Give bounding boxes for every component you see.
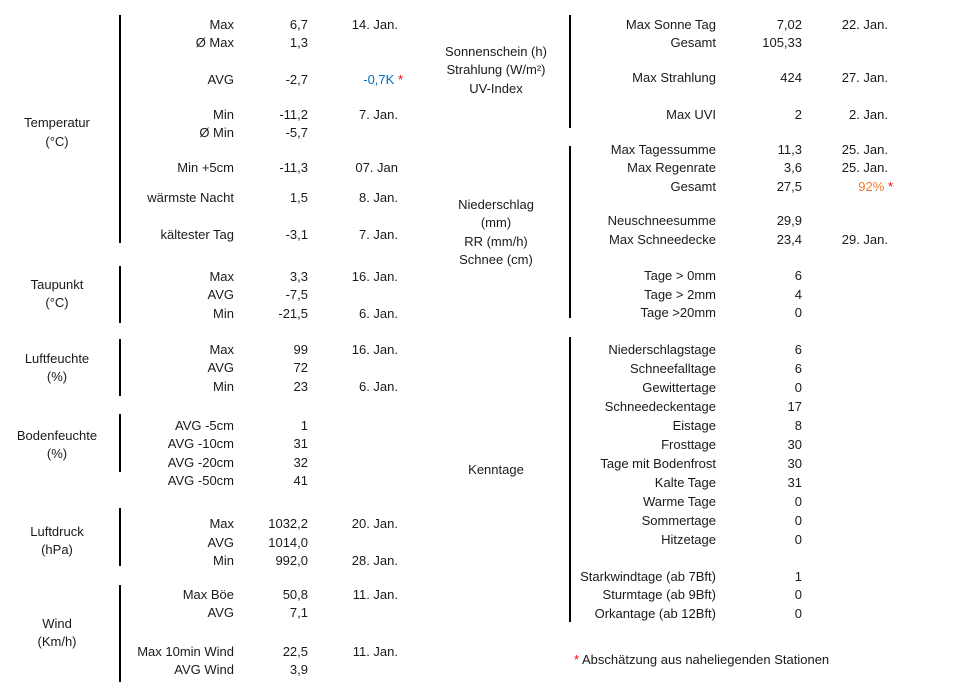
row-date: 2. Jan. [848, 106, 888, 122]
anomaly-asterisk: * [397, 71, 403, 87]
row-value: 4 [794, 286, 802, 302]
row-value: 0 [794, 532, 802, 548]
section-label-line: Kenntage [468, 461, 524, 477]
row-value: 99 [293, 341, 308, 357]
row-label: AVG [207, 71, 234, 87]
section-label-line: Wind [42, 615, 72, 631]
row-label: Max Sonne Tag [625, 16, 716, 32]
data-row [0, 159, 961, 178]
data-row [0, 141, 961, 160]
row-label: Orkantage (ab 12Bft) [594, 605, 716, 621]
anomaly-asterisk: * [887, 178, 893, 194]
row-group [0, 141, 961, 197]
data-row [0, 530, 961, 549]
row-value: 992,0 [275, 553, 308, 569]
row-value: 0 [794, 379, 802, 395]
row-label: Gewittertage [642, 379, 716, 395]
row-label: AVG -20cm [167, 454, 234, 470]
section-label-line: Niederschlag [458, 196, 534, 212]
row-group [0, 212, 961, 249]
row-label: Warme Tage [643, 494, 716, 510]
row-label: Max Böe [182, 586, 234, 602]
row-label: AVG -10cm [167, 436, 234, 452]
row-value: 7,1 [289, 605, 308, 621]
row-value: 0 [794, 305, 802, 321]
row-value: 23 [293, 378, 308, 394]
data-row [0, 231, 961, 250]
row-label: Hitzetage [661, 532, 716, 548]
footnote-asterisk: * [574, 652, 580, 667]
row-value: 0 [794, 587, 802, 603]
row-value: 8 [794, 417, 802, 433]
row-label: Max UVI [666, 106, 716, 122]
row-label: Min +5cm [177, 159, 234, 175]
section-label-line: Luftfeuchte [24, 350, 90, 366]
row-date: 16. Jan. [351, 341, 398, 357]
row-value: -21,5 [278, 305, 308, 321]
row-value: 0 [794, 494, 802, 510]
row-label: Max [209, 268, 234, 284]
row-value: 31 [293, 436, 308, 452]
data-row [0, 267, 961, 286]
row-value: 3,3 [289, 268, 308, 284]
row-label: Min [213, 106, 234, 122]
section-label-line: (%) [46, 446, 68, 462]
row-value: 11,3 [777, 141, 802, 157]
row-label: Niederschlagstage [608, 341, 716, 357]
row-value: -11,3 [279, 159, 308, 175]
section-label-line: (mm) [480, 215, 512, 231]
row-value: -7,5 [285, 287, 308, 303]
row-value: 23,4 [776, 231, 802, 247]
section-label-line: Taupunkt [30, 276, 84, 292]
row-label: Neuschneesumme [607, 213, 716, 229]
data-row [0, 492, 961, 511]
data-row [0, 286, 961, 305]
row-label: AVG -5cm [175, 417, 234, 433]
row-value: 6,7 [289, 16, 308, 32]
row-date: 22. Jan. [841, 16, 888, 32]
row-label: Ø Min [199, 125, 234, 141]
data-row [0, 397, 961, 416]
row-value: 30 [787, 436, 802, 452]
data-row [0, 454, 961, 473]
section-label-line: (Km/h) [37, 634, 77, 650]
row-label: AVG [207, 287, 234, 303]
data-row [0, 605, 961, 624]
row-label: Tage mit Bodenfrost [600, 456, 716, 472]
data-row [0, 416, 961, 435]
row-value: 1 [794, 568, 802, 584]
row-label: AVG [207, 605, 234, 621]
row-label: Tage > 0mm [644, 268, 716, 284]
row-label: Min [213, 305, 234, 321]
data-row [0, 359, 961, 378]
row-date: 7. Jan. [358, 106, 398, 122]
row-label: wärmste Nacht [147, 189, 234, 205]
section-label-line: (°C) [45, 133, 69, 149]
anomaly-value: -0,7K [363, 71, 395, 87]
row-date: 27. Jan. [841, 70, 888, 86]
section-label-line: Sonnenschein (h) [445, 43, 547, 59]
row-label: Max [209, 16, 234, 32]
row-label: Max [209, 516, 234, 532]
section-label-line: (hPa) [41, 542, 73, 558]
row-group [0, 340, 961, 550]
data-row [0, 34, 961, 53]
row-value: 50,8 [282, 586, 308, 602]
row-date: 8. Jan. [358, 189, 398, 205]
data-row [0, 435, 961, 454]
footnote-text: Abschätzung aus naheliegenden Stationen [581, 652, 830, 667]
row-value: 3,9 [289, 662, 308, 678]
row-label: Starkwindtage (ab 7Bft) [580, 568, 716, 584]
row-date: 14. Jan. [351, 16, 398, 32]
row-anomaly [778, 178, 893, 197]
row-date: 11. Jan. [352, 586, 398, 602]
row-label: Min [213, 378, 234, 394]
row-label: Eistage [672, 417, 716, 433]
row-value: 7,02 [776, 16, 802, 32]
row-value: 22,5 [282, 643, 308, 659]
section-label-line: Luftdruck [30, 523, 84, 539]
row-label: kältester Tag [160, 226, 234, 242]
row-date: 25. Jan. [841, 160, 888, 176]
row-value: 30 [787, 456, 802, 472]
row-label: Frosttage [661, 436, 716, 452]
row-value: 1,5 [289, 189, 308, 205]
section-label-line: Bodenfeuchte [16, 427, 98, 443]
row-value: -3,1 [285, 226, 308, 242]
row-group [0, 568, 961, 624]
row-date: 11. Jan. [352, 643, 398, 659]
row-group [0, 643, 961, 680]
row-label: AVG [207, 534, 234, 550]
row-label: Gesamt [670, 178, 716, 194]
data-row [0, 212, 961, 231]
row-label: Ø Max [195, 35, 234, 51]
row-value: 32 [293, 454, 308, 470]
data-row [0, 340, 961, 359]
row-value: 41 [293, 473, 308, 489]
data-row [0, 473, 961, 492]
data-row [0, 378, 961, 397]
row-value: 1032,2 [268, 516, 308, 532]
data-row [0, 304, 961, 323]
row-date: 6. Jan. [358, 378, 398, 394]
row-label: AVG Wind [174, 662, 234, 678]
row-value: 3,6 [783, 160, 802, 176]
row-group [0, 106, 961, 125]
section-label-line: (%) [46, 369, 68, 385]
row-value: -5,7 [285, 125, 308, 141]
row-label: Schneedeckentage [604, 398, 716, 414]
row-label: Max Regenrate [627, 160, 716, 176]
row-value: -2,7 [285, 71, 308, 87]
row-label: AVG [207, 360, 234, 376]
row-value: 0 [794, 513, 802, 529]
row-value: 17 [787, 398, 802, 414]
row-value: 1014,0 [268, 534, 308, 550]
row-value: -11,2 [279, 106, 308, 122]
row-date: 16. Jan. [351, 268, 398, 284]
section-label-line: Strahlung (W/m²) [446, 62, 546, 78]
row-label: Tage >20mm [640, 305, 716, 321]
row-value: 6 [794, 341, 802, 357]
row-label: Tage > 2mm [644, 286, 716, 302]
row-value: 1,3 [289, 35, 308, 51]
section-label-line: RR (mm/h) [464, 233, 528, 249]
row-date: 6. Jan. [358, 305, 398, 321]
row-label: Kalte Tage [654, 475, 716, 491]
row-date: 29. Jan. [841, 231, 888, 247]
row-value: 0 [794, 605, 802, 621]
section-label-line: Schnee (cm) [459, 252, 533, 268]
row-value: 31 [787, 475, 802, 491]
row-group [0, 69, 961, 88]
data-row [0, 69, 961, 88]
section-label-line: (°C) [45, 295, 69, 311]
row-value: 6 [794, 268, 802, 284]
data-row [0, 511, 961, 530]
section-label-line: Temperatur [24, 115, 90, 131]
row-label: Max Strahlung [632, 70, 716, 86]
row-label: Gesamt [670, 35, 716, 51]
row-date: 7. Jan. [358, 226, 398, 242]
data-row [0, 586, 961, 605]
data-row [0, 568, 961, 587]
row-date: 20. Jan. [351, 516, 398, 532]
data-row [0, 106, 961, 125]
anomaly-value: 92% [858, 178, 885, 194]
row-value: 2 [794, 106, 802, 122]
row-value: 29,9 [776, 213, 802, 229]
row-date: 25. Jan. [841, 141, 888, 157]
row-value: 72 [293, 360, 308, 376]
row-value: 424 [780, 70, 802, 86]
row-date: 07. Jan [355, 159, 398, 175]
data-row [0, 643, 961, 662]
data-row [0, 16, 961, 35]
row-label: Max Schneedecke [609, 231, 716, 247]
row-label: Schneefalltage [629, 360, 716, 376]
row-label: Sommertage [641, 513, 716, 529]
row-label: Max Tagessumme [610, 141, 716, 157]
row-group [0, 267, 961, 323]
row-label: Max [209, 341, 234, 357]
section-label-line: UV-Index [469, 80, 523, 96]
data-row [0, 178, 961, 197]
row-value: 1 [300, 417, 308, 433]
row-date: 28. Jan. [351, 553, 398, 569]
row-label: Min [213, 553, 234, 569]
row-value: 6 [794, 360, 802, 376]
row-group [0, 16, 961, 53]
row-label: Max 10min Wind [137, 643, 234, 659]
row-label: Sturmtage (ab 9Bft) [602, 587, 716, 603]
row-value: 105,33 [762, 35, 802, 51]
row-value: 27,5 [776, 178, 802, 194]
data-row [0, 661, 961, 680]
row-label: AVG -50cm [167, 473, 234, 489]
